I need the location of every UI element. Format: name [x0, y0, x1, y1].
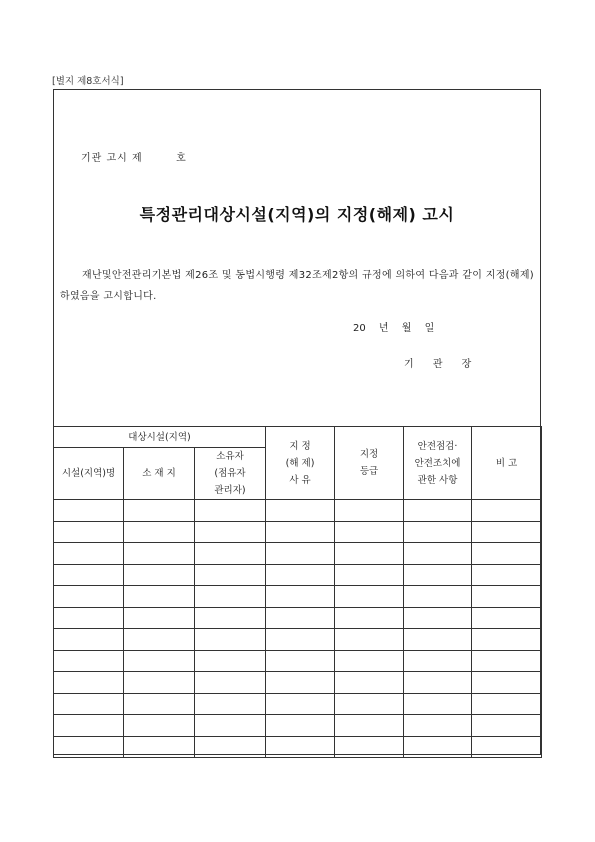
table-cell[interactable]: [335, 500, 404, 522]
table-row: [54, 715, 542, 737]
table-cell[interactable]: [124, 715, 195, 737]
table-cell[interactable]: [404, 650, 472, 672]
table-cell[interactable]: [54, 693, 124, 715]
table-cell[interactable]: [54, 736, 124, 758]
table-cell[interactable]: [404, 500, 472, 522]
notice-form: [53, 89, 541, 755]
table-cell[interactable]: [54, 715, 124, 737]
table-cell[interactable]: [124, 564, 195, 586]
table-cell[interactable]: [472, 607, 542, 629]
table-cell[interactable]: [54, 564, 124, 586]
table-cell[interactable]: [195, 607, 266, 629]
header-line: 지 정: [289, 440, 311, 452]
table-cell[interactable]: [472, 500, 542, 522]
table-cell[interactable]: [472, 543, 542, 565]
table-row: [54, 607, 542, 629]
table-cell[interactable]: [472, 650, 542, 672]
table-cell[interactable]: [195, 715, 266, 737]
table-cell[interactable]: [195, 564, 266, 586]
table-cell[interactable]: [266, 736, 335, 758]
table-row: [54, 672, 542, 694]
table-cell[interactable]: [335, 607, 404, 629]
header-line: (해 제): [285, 457, 315, 469]
table-cell[interactable]: [472, 693, 542, 715]
table-cell[interactable]: [335, 650, 404, 672]
table-cell[interactable]: [124, 693, 195, 715]
header-line: 관리자): [214, 485, 246, 496]
table-row: [54, 500, 542, 522]
table-cell[interactable]: [404, 521, 472, 543]
table-cell[interactable]: [195, 650, 266, 672]
table-cell[interactable]: [124, 736, 195, 758]
table-cell[interactable]: [335, 715, 404, 737]
header-line: 안전점검·: [417, 440, 458, 452]
header-line: 관한 사항: [417, 474, 458, 486]
header-owner: [195, 448, 266, 500]
header-line: 소유자: [216, 451, 244, 462]
header-designation-reason: [266, 427, 335, 500]
table-cell[interactable]: [266, 672, 335, 694]
table-cell[interactable]: [266, 586, 335, 608]
table-row: [54, 629, 542, 651]
table-cell[interactable]: [124, 672, 195, 694]
table-cell[interactable]: [404, 629, 472, 651]
table-cell[interactable]: [404, 586, 472, 608]
table-cell[interactable]: [124, 629, 195, 651]
table-cell[interactable]: [404, 672, 472, 694]
table-cell[interactable]: [404, 564, 472, 586]
table-cell[interactable]: [54, 607, 124, 629]
table-cell[interactable]: [195, 500, 266, 522]
table-cell[interactable]: [266, 629, 335, 651]
table-cell[interactable]: [472, 564, 542, 586]
table-cell[interactable]: [472, 672, 542, 694]
facility-table: [53, 426, 542, 758]
table-cell[interactable]: [195, 693, 266, 715]
table-row: [54, 693, 542, 715]
table-cell[interactable]: [266, 543, 335, 565]
table-row: [54, 736, 542, 758]
header-line: (점유자: [214, 468, 246, 479]
table-cell[interactable]: [266, 650, 335, 672]
table-cell[interactable]: [404, 693, 472, 715]
table-cell[interactable]: [54, 500, 124, 522]
signer-line: 기 관 장: [404, 359, 472, 370]
table-row: [54, 521, 542, 543]
table-cell[interactable]: [335, 543, 404, 565]
notice-number: 기관 고시 제 호: [81, 153, 187, 164]
table-cell[interactable]: [335, 736, 404, 758]
table-cell[interactable]: [54, 650, 124, 672]
table-cell[interactable]: [335, 586, 404, 608]
table-cell[interactable]: [335, 693, 404, 715]
table-row: [54, 650, 542, 672]
table-cell[interactable]: [266, 693, 335, 715]
table-cell[interactable]: [472, 715, 542, 737]
header-line: 지정: [359, 449, 379, 460]
table-cell[interactable]: [335, 629, 404, 651]
table-cell[interactable]: [335, 564, 404, 586]
table-cell[interactable]: [404, 715, 472, 737]
header-safety-measures: [404, 427, 472, 500]
table-body: [54, 500, 542, 758]
header-remarks: 비 고: [472, 427, 542, 500]
header-designation-grade: [335, 427, 404, 500]
table-cell[interactable]: [195, 736, 266, 758]
table-cell[interactable]: [472, 736, 542, 758]
table-cell[interactable]: [404, 543, 472, 565]
table-cell[interactable]: [195, 672, 266, 694]
table-row: [54, 543, 542, 565]
table-cell[interactable]: [404, 736, 472, 758]
table-cell[interactable]: [266, 500, 335, 522]
table-cell[interactable]: [335, 672, 404, 694]
table-cell[interactable]: [124, 586, 195, 608]
notice-body-text: 재난및안전관리기본법 제26조 및 동법시행령 제32조제2항의 규정에 의하여 다음과 같이 지정(해제)하였음을 고시합니다.: [60, 270, 534, 302]
table-row: [54, 586, 542, 608]
table-cell[interactable]: [266, 564, 335, 586]
table-cell[interactable]: [472, 629, 542, 651]
table-cell[interactable]: [472, 521, 542, 543]
table-cell[interactable]: [124, 650, 195, 672]
header-line: 등급: [359, 466, 379, 477]
table-cell[interactable]: [195, 521, 266, 543]
header-facility-name: 시설(지역)명: [54, 448, 124, 500]
table-cell[interactable]: [266, 607, 335, 629]
table-cell[interactable]: [266, 521, 335, 543]
page-title: 특정관리대상시설(지역)의 지정(해제) 고시: [139, 205, 455, 224]
header-line: 사 유: [289, 474, 311, 486]
table-header-row: [54, 427, 542, 448]
table-cell[interactable]: [124, 607, 195, 629]
table-cell[interactable]: [124, 500, 195, 522]
table-cell[interactable]: [266, 715, 335, 737]
date-line: 20 년 월 일: [353, 323, 435, 334]
table-cell[interactable]: [195, 543, 266, 565]
group-header-target-facility: 대상시설(지역): [54, 427, 266, 448]
table-cell[interactable]: [54, 672, 124, 694]
table-cell[interactable]: [54, 629, 124, 651]
table-cell[interactable]: [54, 586, 124, 608]
table-row: [54, 564, 542, 586]
table-cell[interactable]: [54, 543, 124, 565]
table-cell[interactable]: [195, 586, 266, 608]
table-cell[interactable]: [472, 586, 542, 608]
header-location: 소 재 지: [124, 448, 195, 500]
table-cell[interactable]: [124, 521, 195, 543]
table-cell[interactable]: [335, 521, 404, 543]
notice-header-section: [54, 90, 540, 426]
header-line: 안전조치에: [414, 457, 461, 469]
table-cell[interactable]: [124, 543, 195, 565]
form-number-label: [별지 제8호서식]: [52, 76, 124, 87]
table-cell[interactable]: [195, 629, 266, 651]
table-cell[interactable]: [404, 607, 472, 629]
table-cell[interactable]: [54, 521, 124, 543]
